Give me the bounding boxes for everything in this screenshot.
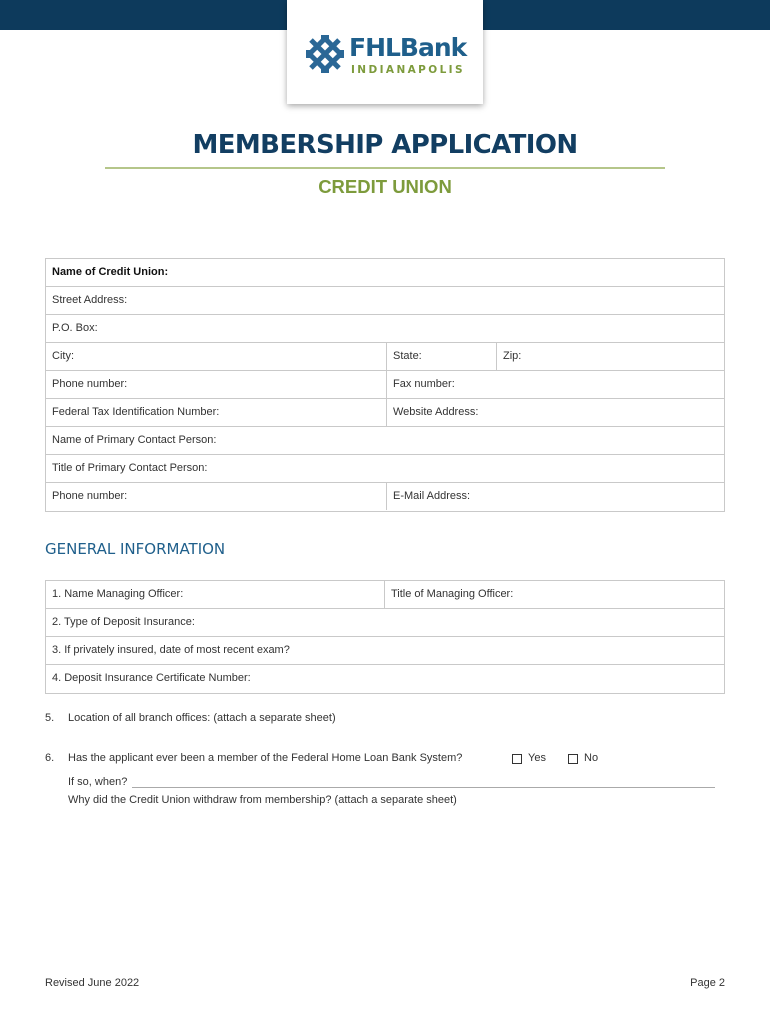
table-row	[46, 315, 724, 343]
contact-name-field[interactable]: Name of Primary Contact Person:	[52, 434, 217, 446]
question-5-number: 5.	[45, 712, 55, 724]
website-field[interactable]: Website Address:	[386, 399, 724, 426]
logo-card	[287, 0, 483, 104]
general-info-table	[45, 580, 725, 694]
fax-field[interactable]: Fax number:	[386, 371, 724, 398]
table-row	[46, 287, 724, 315]
zip-field[interactable]: Zip:	[496, 343, 724, 370]
applicant-info-table	[45, 258, 725, 512]
table-row	[46, 637, 724, 665]
state-field[interactable]: State:	[386, 343, 496, 370]
tax-id-field[interactable]: Federal Tax Identification Number:	[52, 406, 220, 418]
certificate-number-field[interactable]: 4. Deposit Insurance Certificate Number:	[52, 672, 251, 684]
no-label: No	[584, 752, 599, 764]
no-checkbox[interactable]	[568, 754, 578, 764]
question-6-text: Has the applicant ever been a member of the Federal Home Loan Bank System?	[68, 752, 463, 764]
table-row	[46, 427, 724, 455]
credit-union-name-field[interactable]: Name of Credit Union:	[52, 266, 169, 278]
table-row	[46, 343, 724, 371]
email-field[interactable]: E-Mail Address:	[386, 483, 724, 510]
table-row	[46, 609, 724, 637]
when-input-line[interactable]	[132, 787, 715, 788]
city-field[interactable]: City:	[52, 350, 74, 362]
section-heading-general: GENERAL INFORMATION	[45, 540, 226, 558]
when-label: If so, when?	[68, 776, 128, 788]
yes-checkbox[interactable]	[512, 754, 522, 764]
question-6-number: 6.	[45, 752, 55, 764]
yes-label: Yes	[528, 752, 546, 764]
phone-field[interactable]: Phone number:	[52, 378, 128, 390]
page-title: MEMBERSHIP APPLICATION	[192, 130, 578, 160]
table-row	[46, 483, 724, 511]
managing-officer-title-field[interactable]: Title of Managing Officer:	[384, 581, 724, 608]
contact-title-field[interactable]: Title of Primary Contact Person:	[52, 462, 208, 474]
logo-subtitle: INDIANAPOLIS	[351, 64, 465, 76]
revision-date: Revised June 2022	[45, 977, 140, 989]
fhlbank-logo-icon	[305, 34, 345, 74]
title-divider	[105, 167, 665, 169]
page-subtitle: CREDIT UNION	[318, 176, 452, 197]
table-row	[46, 455, 724, 483]
table-row	[46, 259, 724, 287]
table-row	[46, 581, 724, 609]
logo-wordmark: FHLBank	[349, 33, 467, 62]
recent-exam-date-field[interactable]: 3. If privately insured, date of most recent exam?	[52, 644, 290, 656]
table-row	[46, 371, 724, 399]
table-row	[46, 665, 724, 693]
deposit-insurance-type-field[interactable]: 2. Type of Deposit Insurance:	[52, 616, 195, 628]
managing-officer-field[interactable]: 1. Name Managing Officer:	[52, 588, 184, 600]
table-row	[46, 399, 724, 427]
po-box-field[interactable]: P.O. Box:	[52, 322, 98, 334]
street-address-field[interactable]: Street Address:	[52, 294, 128, 306]
question-5-text: Location of all branch offices: (attach a separate sheet)	[68, 712, 336, 724]
withdraw-question: Why did the Credit Union withdraw from membership? (attach a separate sheet)	[68, 794, 457, 806]
contact-phone-field[interactable]: Phone number:	[52, 490, 128, 502]
page-number: Page 2	[690, 977, 725, 989]
